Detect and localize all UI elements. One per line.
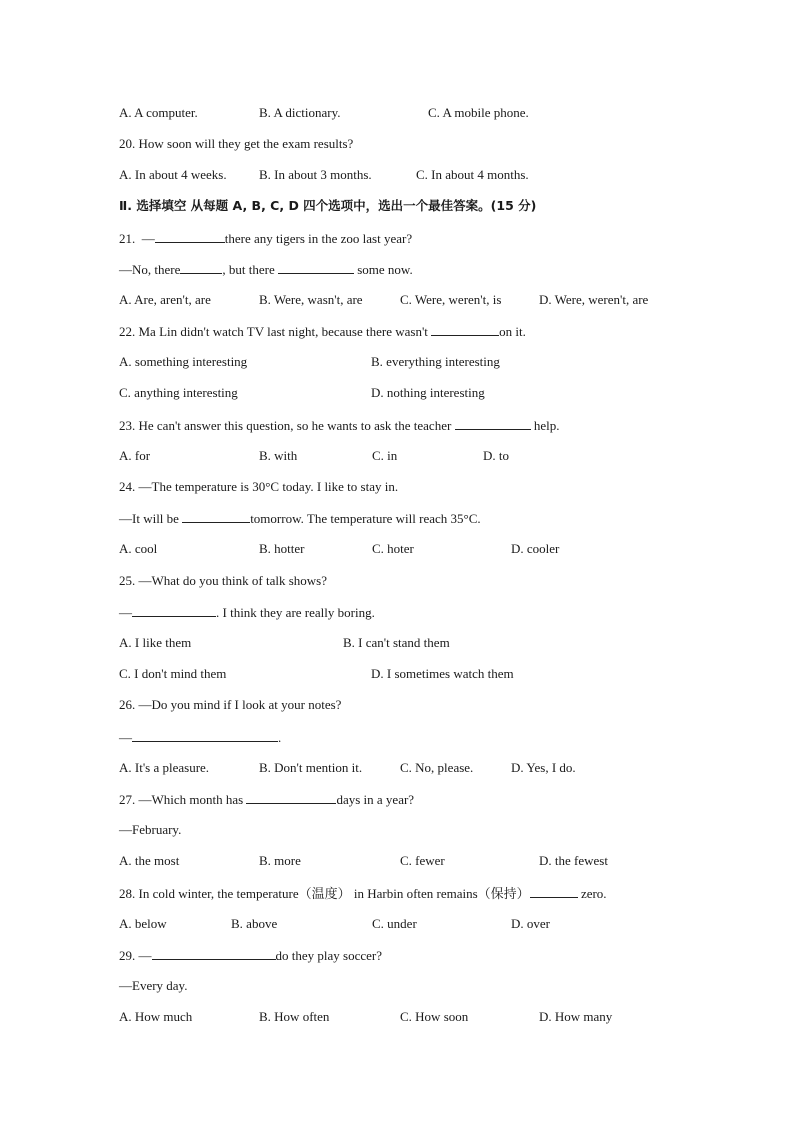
q22-text-a: 22. Ma Lin didn't watch TV last night, because there wasn't <box>119 324 428 339</box>
answer-blank <box>132 729 278 742</box>
answer-blank <box>431 323 499 336</box>
q22-option-b: B. everything interesting <box>371 354 500 369</box>
q21-response-b: , but there <box>222 262 275 277</box>
q21-stem <box>119 230 412 247</box>
q21-text: there any tigers in the zoo last year? <box>224 231 413 246</box>
answer-blank <box>152 947 276 960</box>
q27-text-a: 27. —Which month has <box>119 792 244 807</box>
q21-option-b: B. Were, wasn't, are <box>259 292 363 307</box>
q29-text-a: 29. — <box>119 948 152 963</box>
answer-blank <box>530 885 578 898</box>
q25-option-b: B. I can't stand them <box>343 635 450 650</box>
q27-option-c: C. fewer <box>400 853 445 868</box>
q20-option-a: A. In about 4 weeks. <box>119 167 227 182</box>
q24-response-b: tomorrow. The temperature will reach 35°C. <box>250 511 481 526</box>
q23-text-b: help. <box>530 418 560 433</box>
q26-option-a: A. It's a pleasure. <box>119 760 210 775</box>
q24-response <box>119 510 481 527</box>
q21-number: 21. — <box>119 231 155 246</box>
q25-response-b: . I think they are really boring. <box>216 605 375 620</box>
q21-option-d: D. Were, weren't, are <box>539 292 649 307</box>
q28-option-d: D. over <box>511 916 550 931</box>
q28-text-b: zero. <box>577 886 607 901</box>
q21-response-c: some now. <box>353 262 413 277</box>
q25-response <box>119 604 375 621</box>
answer-blank <box>180 261 222 274</box>
q29-text-b: do they play soccer? <box>275 948 382 963</box>
q25-response-a: — <box>119 605 132 620</box>
q22-stem <box>119 323 526 340</box>
q22-option-c: C. anything interesting <box>119 385 238 400</box>
q29-option-c: C. How soon <box>400 1009 469 1024</box>
answer-blank <box>182 510 250 523</box>
q23-option-b: B. with <box>259 448 298 463</box>
q28-option-a: A. below <box>119 916 167 931</box>
q28-stem <box>119 885 607 902</box>
q25-option-c: C. I don't mind them <box>119 666 227 681</box>
q28-option-c: C. under <box>372 916 417 931</box>
q19-option-c: C. A mobile phone. <box>428 105 529 120</box>
q21-option-c: C. Were, weren't, is <box>400 292 502 307</box>
q23-option-c: C. in <box>372 448 398 463</box>
q27-stem <box>119 791 414 808</box>
q26-option-d: D. Yes, I do. <box>511 760 576 775</box>
q24-option-b: B. hotter <box>259 541 305 556</box>
q24-option-c: C. hoter <box>372 541 414 556</box>
answer-blank <box>455 417 531 430</box>
q19-option-b: B. A dictionary. <box>259 105 341 120</box>
q24-stem: 24. —The temperature is 30°C today. I like to stay in. <box>119 479 399 494</box>
q28-option-b: B. above <box>231 916 278 931</box>
q23-stem <box>119 417 559 434</box>
q29-option-a: A. How much <box>119 1009 193 1024</box>
q26-option-b: B. Don't mention it. <box>259 760 363 775</box>
q20-option-c: C. In about 4 months. <box>416 167 529 182</box>
q25-stem: 25. —What do you think of talk shows? <box>119 573 327 588</box>
q27-option-a: A. the most <box>119 853 180 868</box>
q27-response: —February. <box>119 822 182 837</box>
q23-text-a: 23. He can't answer this question, so he wants to ask the teacher <box>119 418 452 433</box>
answer-blank <box>132 604 216 617</box>
q26-stem: 26. —Do you mind if I look at your notes? <box>119 697 342 712</box>
q26-response-b: . <box>278 730 282 745</box>
q25-option-a: A. I like them <box>119 635 192 650</box>
answer-blank <box>155 230 225 243</box>
q20-stem: 20. How soon will they get the exam results? <box>119 136 354 151</box>
answer-blank <box>246 791 336 804</box>
q24-option-d: D. cooler <box>511 541 560 556</box>
q28-text-a: 28. In cold winter, the temperature（温度） in Harbin often remains（保持） <box>119 886 530 901</box>
q29-stem <box>119 947 382 964</box>
q21-option-a: A. Are, aren't, are <box>119 292 211 307</box>
q22-text-b: on it. <box>499 324 526 339</box>
q29-response: —Every day. <box>119 978 188 993</box>
q21-response-a: —No, there <box>119 262 181 277</box>
q27-option-d: D. the fewest <box>539 853 608 868</box>
q23-option-d: D. to <box>483 448 509 463</box>
answer-blank <box>278 261 354 274</box>
q22-option-d: D. nothing interesting <box>371 385 485 400</box>
q20-option-b: B. In about 3 months. <box>259 167 372 182</box>
q22-option-a: A. something interesting <box>119 354 248 369</box>
q23-option-a: A. for <box>119 448 151 463</box>
q29-option-d: D. How many <box>539 1009 613 1024</box>
q25-option-d: D. I sometimes watch them <box>371 666 514 681</box>
q24-response-a: —It will be <box>119 511 179 526</box>
section-heading: Ⅱ. 选择填空 从每题 A, B, C, D 四个选项中，选出一个最佳答案。(15 分) <box>119 198 537 213</box>
q19-option-a: A. A computer. <box>119 105 198 120</box>
q24-option-a: A. cool <box>119 541 158 556</box>
q26-response-a: — <box>119 730 132 745</box>
q21-response <box>119 261 413 278</box>
q26-option-c: C. No, please. <box>400 760 474 775</box>
q27-option-b: B. more <box>259 853 301 868</box>
q26-response <box>119 729 281 746</box>
q29-option-b: B. How often <box>259 1009 330 1024</box>
q27-text-b: days in a year? <box>336 792 415 807</box>
